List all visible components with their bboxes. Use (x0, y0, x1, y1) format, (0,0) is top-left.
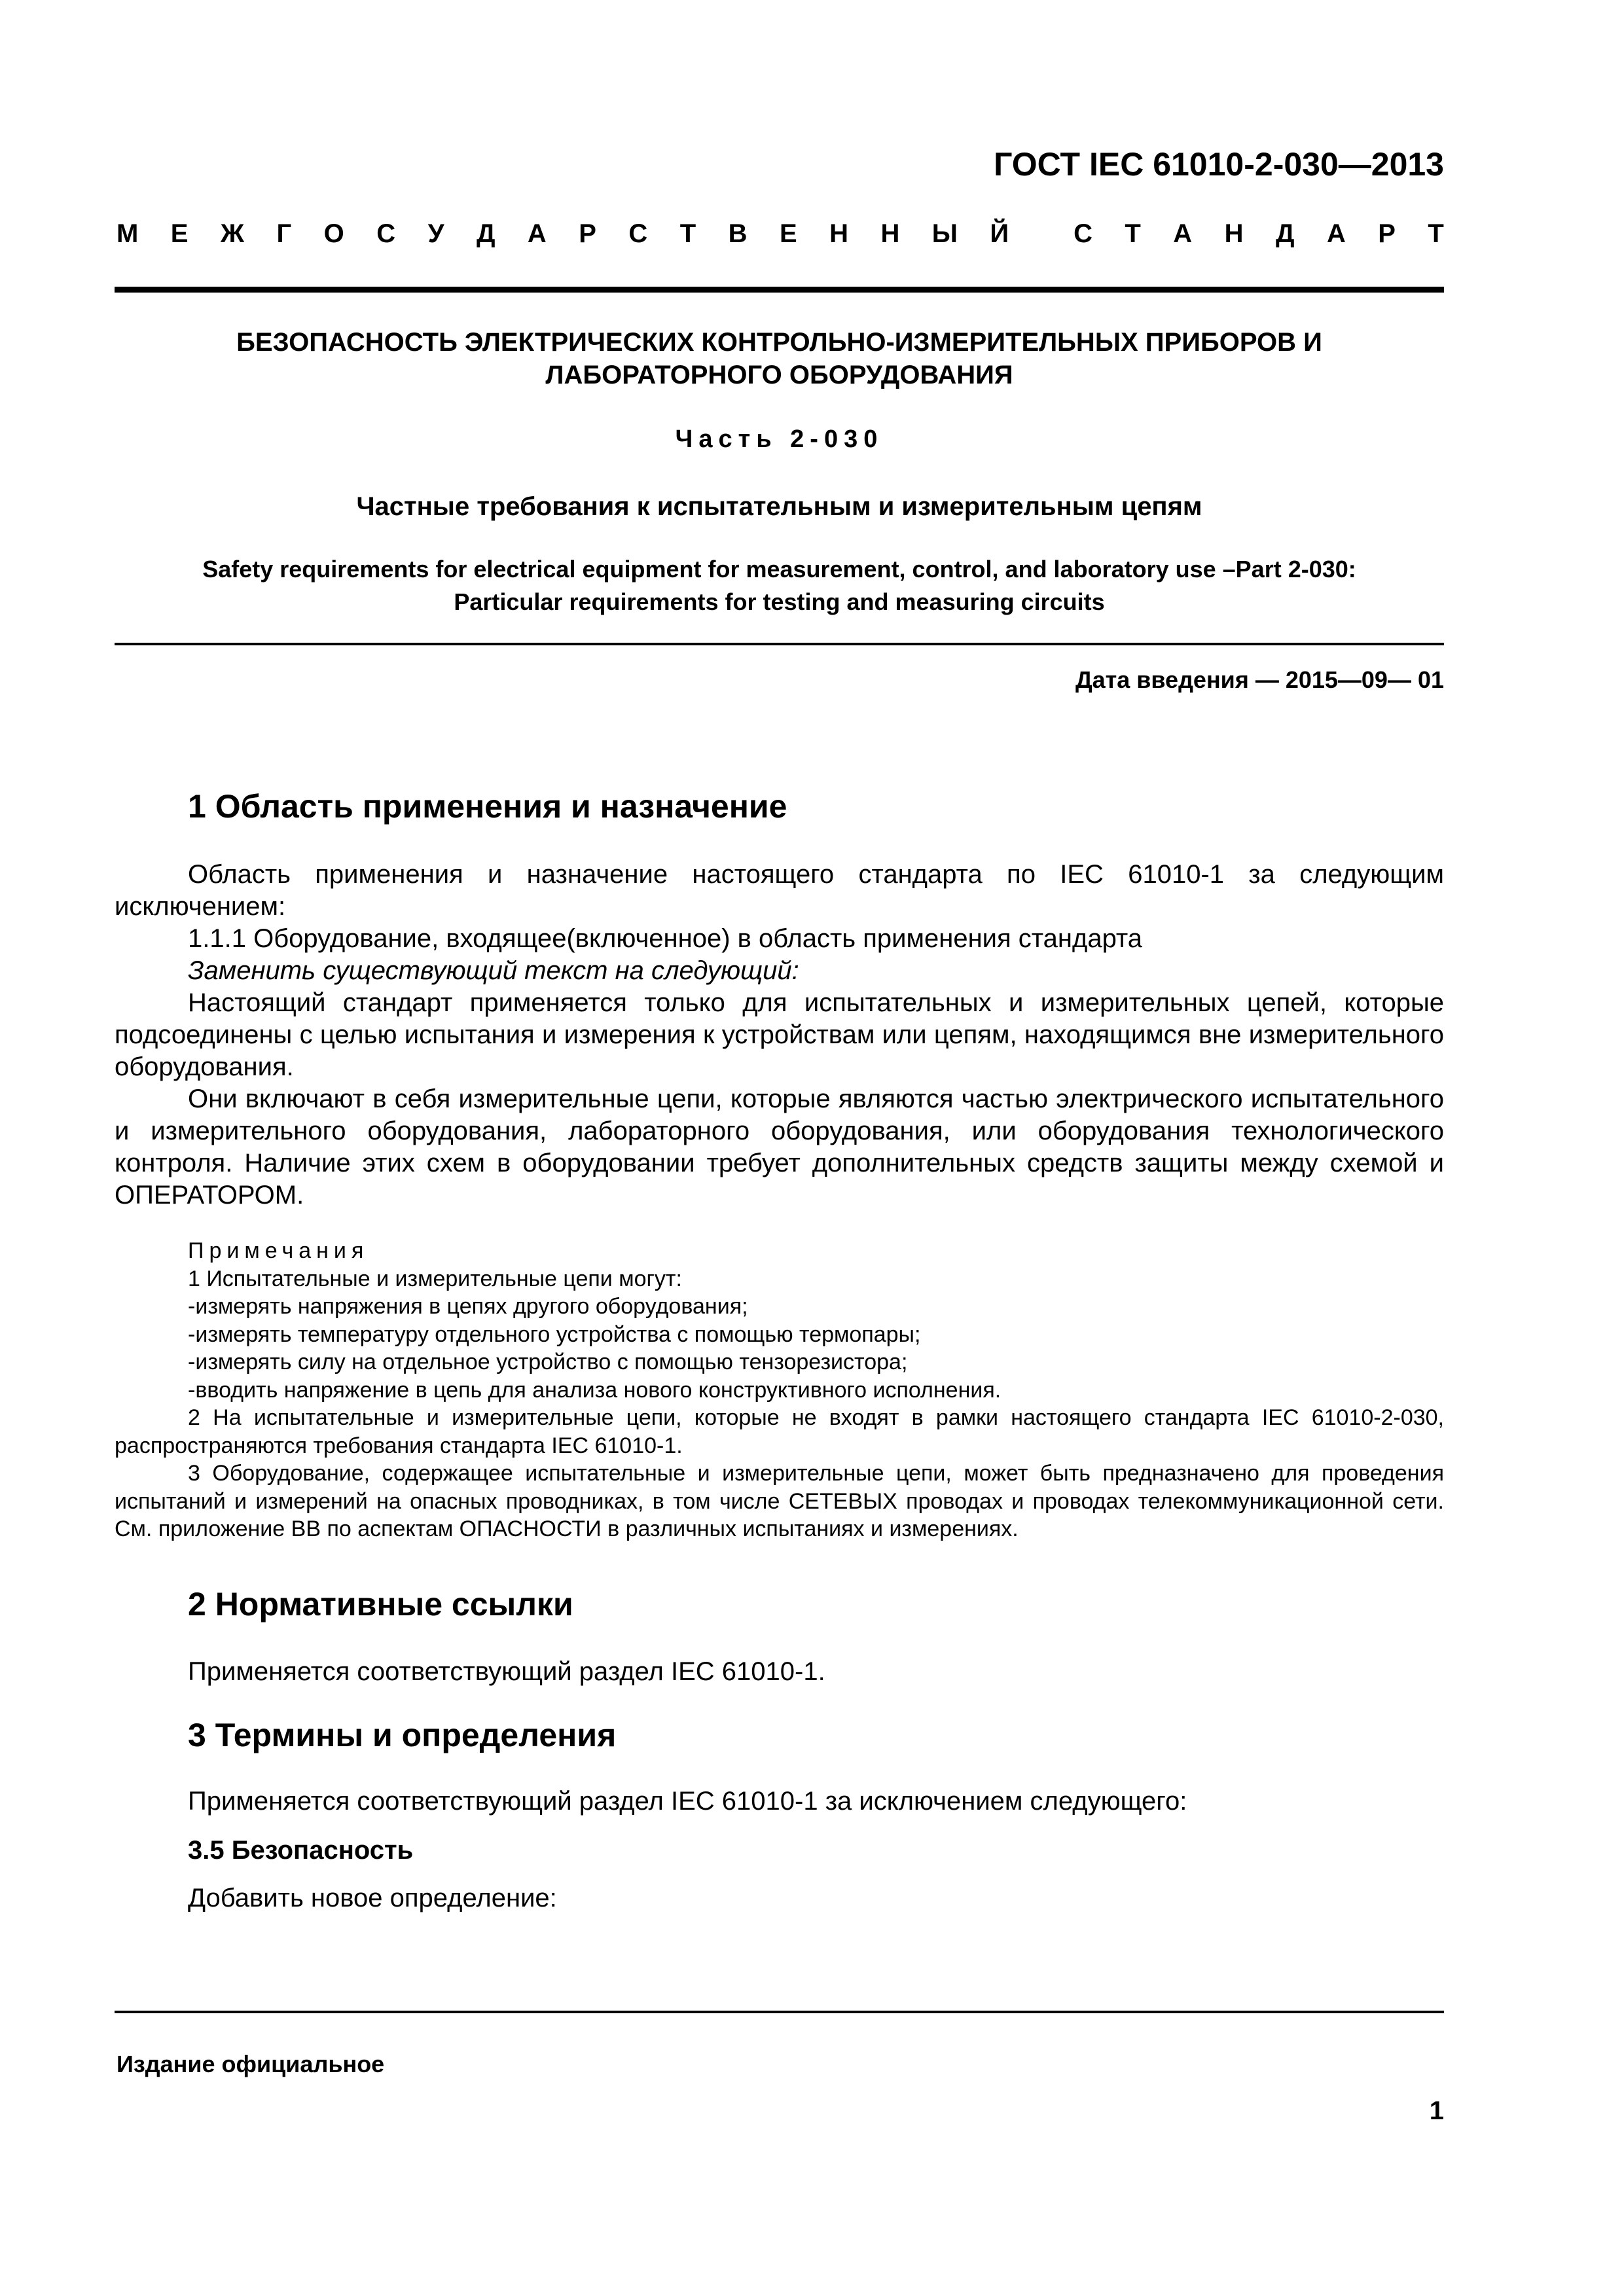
notes-block (115, 1237, 1444, 1543)
letter: А (1326, 219, 1346, 248)
letter: А (1173, 219, 1193, 248)
document-code: ГОСТ IEC 61010-2-030—2013 (994, 146, 1444, 183)
part-number: Часть 2-030 (675, 425, 884, 453)
letter: Г (276, 219, 292, 248)
letter: Й (990, 219, 1009, 248)
section-heading-2: 2 Нормативные ссылки (188, 1586, 573, 1623)
note-item: 1 Испытательные и измерительные цепи могут: (188, 1266, 682, 1291)
notes-header: Примечания (188, 1238, 369, 1263)
letter: Е (170, 219, 189, 248)
edition-label: Издание официальное (117, 2051, 385, 2077)
letter: С (376, 219, 396, 248)
document-subtitle: Частные требования к испытательным и измерительным цепям (356, 492, 1202, 521)
english-title-line: Safety requirements for electrical equipment for measurement, control, and laboratory use –Part 2-030: (202, 556, 1356, 583)
letter: Н (829, 219, 848, 248)
letter: Н (880, 219, 900, 248)
title-line: ЛАБОРАТОРНОГО ОБОРУДОВАНИЯ (545, 361, 1013, 389)
subsection-3-5-text: Добавить новое определение: (188, 1884, 557, 1912)
english-title-line: Particular requirements for testing and measuring circuits (454, 588, 1105, 615)
letter: М (117, 219, 139, 248)
letter: А (527, 219, 547, 248)
section-heading-1: 1 Область применения и назначение (188, 788, 787, 825)
note-list-item: -вводить напряжение в цепь для анализа нового конструктивного исполнения. (188, 1377, 1001, 1403)
subsection-heading-3-5: 3.5 Безопасность (188, 1836, 414, 1865)
note-item: 3 Оборудование, содержащее испытательные и измерительные цепи, может быть предназначено для проведения испытаний и измерений на опасных проводниках, в том числе СЕТЕВЫХ проводах и проводах телекоммуникационной сети. См. приложение ВВ по аспектам ОПАСНОСТИ в различных испытаниях и измерениях. (115, 1461, 1444, 1541)
page-number: 1 (1429, 2096, 1444, 2125)
english-title (115, 553, 1444, 619)
paragraph: Настоящий стандарт применяется только для испытательных и измерительных цепей, которые подсоединены с целью испытания и измерения к устройствам или цепям, находящимся вне измерительного оборудования. (115, 988, 1444, 1081)
letter: Т (679, 219, 696, 248)
letter: С (1074, 219, 1092, 248)
letter: Ы (931, 219, 958, 248)
letter: У (427, 219, 444, 248)
letter: Р (1378, 219, 1396, 248)
header-divider (115, 287, 1444, 293)
section-heading-3: 3 Термины и определения (188, 1717, 617, 1753)
note-list-item: -измерять температуру отдельного устройства с помощью термопары; (188, 1321, 921, 1347)
section-3-text: Применяется соответствующий раздел IEC 61010-1 за исключением следующего: (188, 1787, 1187, 1816)
document-title (115, 326, 1444, 391)
letter: Д (476, 219, 496, 248)
letter: Н (1224, 219, 1244, 248)
paragraph: Они включают в себя измерительные цепи, которые являются частью электрического испытательного и измерительного оборудования, лабораторного оборудования, или оборудования технологического контроля. Наличие этих схем в оборудовании требует дополнительных средств защиты между схемой и ОПЕРАТОРОМ. (115, 1085, 1444, 1210)
paragraph: Область применения и назначение настоящего стандарта по IEC 61010-1 за следующим исключением: (115, 860, 1444, 921)
letter: Е (779, 219, 797, 248)
note-list-item: -измерять напряжения в цепях другого оборудования; (188, 1294, 748, 1319)
letter: Ж (220, 219, 245, 248)
paragraph-italic: Заменить существующий текст на следующий: (188, 956, 799, 985)
interstate-standard-label (117, 219, 1444, 249)
note-list-item: -измерять силу на отдельное устройство с помощью тензорезистора; (188, 1350, 908, 1374)
section-1-body (115, 859, 1444, 1211)
letter: О (323, 219, 344, 248)
title-divider (115, 643, 1444, 645)
title-line: БЕЗОПАСНОСТЬ ЭЛЕКТРИЧЕСКИХ КОНТРОЛЬНО-ИЗМЕРИТЕЛЬНЫХ ПРИБОРОВ И (236, 328, 1322, 357)
letter: С (628, 219, 648, 248)
note-item: 2 На испытательные и измерительные цепи, которые не входят в рамки настоящего стандарта IEC 61010-2-030, распространяются требования стандарта IEC 61010-1. (115, 1405, 1444, 1458)
paragraph: 1.1.1 Оборудование, входящее(включенное) в область применения стандарта (188, 924, 1143, 953)
letter: В (728, 219, 748, 248)
letter: Т (1428, 219, 1444, 248)
footer-divider (115, 2011, 1444, 2013)
letter: Д (1275, 219, 1295, 248)
letter: Т (1125, 219, 1141, 248)
letter: Р (579, 219, 596, 248)
section-2-text: Применяется соответствующий раздел IEC 61010-1. (188, 1657, 825, 1686)
introduction-date: Дата введения — 2015—09— 01 (1075, 666, 1444, 693)
